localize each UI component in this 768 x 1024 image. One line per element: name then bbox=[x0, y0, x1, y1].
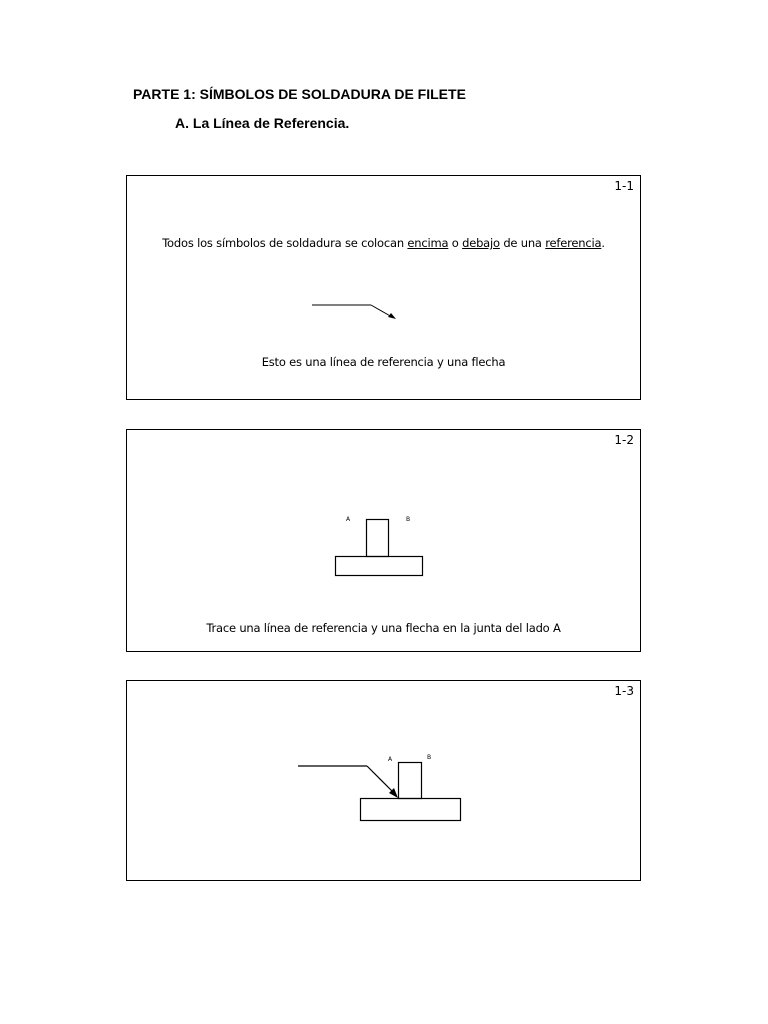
panel-caption: Trace una línea de referencia y una flecha en la junta del lado A bbox=[206, 621, 561, 635]
underlined-word-debajo: debajo bbox=[462, 236, 500, 250]
statement-text: de una bbox=[499, 236, 546, 250]
label-a: A bbox=[346, 516, 351, 523]
label-b: B bbox=[427, 754, 432, 761]
statement-text: . bbox=[601, 236, 605, 250]
panel-caption: Esto es una línea de referencia y una flecha bbox=[261, 355, 506, 369]
panel-number: 1-3 bbox=[614, 684, 634, 698]
panel-1-1 bbox=[126, 175, 641, 400]
panel-number: 1-2 bbox=[614, 433, 634, 447]
panel-1-2 bbox=[126, 429, 641, 652]
base-plate bbox=[361, 799, 461, 821]
label-a: A bbox=[388, 756, 393, 763]
underlined-word-referencia: referencia bbox=[545, 236, 602, 250]
base-plate bbox=[336, 557, 423, 576]
panel-number: 1-1 bbox=[614, 179, 634, 193]
statement-text: Todos los símbolos de soldadura se colocan bbox=[162, 236, 408, 250]
statement-text: o bbox=[448, 236, 463, 250]
label-b: B bbox=[406, 516, 411, 523]
page-heading: PARTE 1: SÍMBOLOS DE SOLDADURA DE FILETE bbox=[133, 86, 466, 102]
arrowhead bbox=[388, 313, 396, 319]
arrow-line bbox=[371, 305, 392, 317]
arrow-line bbox=[367, 766, 393, 792]
vertical-plate bbox=[399, 763, 422, 799]
vertical-plate bbox=[367, 520, 389, 557]
section-subheading: A. La Línea de Referencia. bbox=[175, 115, 350, 131]
panel-1-3 bbox=[126, 680, 641, 881]
underlined-word-encima: encima bbox=[407, 236, 449, 250]
t-joint-diagram bbox=[127, 430, 640, 651]
t-joint-answer-diagram bbox=[127, 681, 640, 880]
